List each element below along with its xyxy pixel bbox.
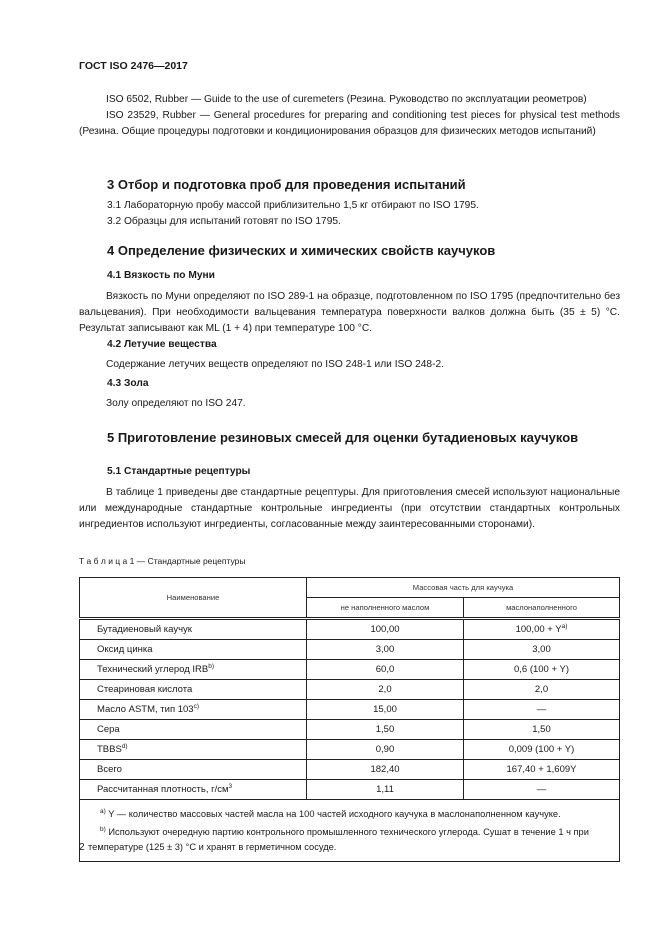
- cell-unfilled: 182,40: [307, 760, 464, 780]
- cell-oil-extended: [464, 640, 620, 660]
- name-text: Всего: [97, 764, 122, 776]
- cell-name: [80, 740, 307, 760]
- cell-name: [80, 619, 307, 640]
- section-4-1-title: 4.1 Вязкость по Муни: [107, 270, 215, 281]
- paragraph: В таблице 1 приведены две стандартные рецептуры. Для приготовления смесей используют национальные или международные стандартные контрольные ингредиенты (при отсутствии стандартных контрольных ингредиентов используют ингредиенты, согласованные между заинтересованными сторонами).: [79, 487, 620, 530]
- footnote-mark: b): [100, 826, 106, 834]
- cell-name: [80, 680, 307, 700]
- table-row: [80, 720, 620, 740]
- col-header-unfilled: не наполненного маслом: [307, 598, 464, 619]
- cell-oil-extended: [464, 720, 620, 740]
- value-text: —: [536, 784, 547, 796]
- footnote-ref: a): [561, 623, 568, 631]
- cell-unfilled: 100,00: [307, 619, 464, 640]
- paragraph: Золу определяют по ISO 247.: [106, 398, 246, 409]
- cell-unfilled: 1,50: [307, 720, 464, 740]
- cell-unfilled: 60,0: [307, 660, 464, 680]
- cell-unfilled: 2,0: [307, 680, 464, 700]
- paragraph: 3.1 Лабораторную пробу массой приблизительно 1,5 кг отбирают по ISO 1795.: [107, 200, 479, 211]
- cell-unfilled: 1,11: [307, 780, 464, 800]
- section-3-body: [107, 198, 620, 230]
- table-row: [80, 640, 620, 660]
- table-row: [80, 660, 620, 680]
- paragraph: 3.2 Образцы для испытаний готовят по ISO 1795.: [107, 216, 341, 227]
- section-4-title: 4 Определение физических и химических свойств каучуков: [107, 243, 496, 258]
- normative-references: [79, 92, 620, 140]
- cell-oil-extended: [464, 780, 620, 800]
- table-caption: [79, 556, 620, 566]
- value-text: 3,00: [532, 644, 551, 656]
- name-text: TBBS: [97, 744, 122, 756]
- value-text: 0,6 (100 + Y): [513, 664, 569, 676]
- cell-oil-extended: [464, 619, 620, 640]
- cell-name: [80, 700, 307, 720]
- section-4-3-title: 4.3 Зола: [107, 378, 149, 389]
- name-text: Сера: [97, 724, 120, 736]
- value-text: 2,0: [534, 684, 549, 696]
- col-header-oil-extended: маслонаполненного: [464, 598, 620, 619]
- recipes-table: [79, 577, 620, 862]
- reference-item: ISO 23529, Rubber — General procedures for preparing and conditioning test pieces for physical test methods (Резина. Общие процедуры подготовки и кондиционирования образцов для физических методов испытаний): [79, 110, 620, 137]
- cell-oil-extended: [464, 740, 620, 760]
- footnote-text: Y — количество массовых частей масла на 100 частей исходного каучука в маслонаполненном каучуке.: [105, 809, 561, 820]
- table-row: [80, 760, 620, 780]
- table-row: [80, 680, 620, 700]
- paragraph: Содержание летучих веществ определяют по ISO 248-1 или ISO 248-2.: [106, 359, 444, 370]
- cell-name: [80, 640, 307, 660]
- table-row: [80, 740, 620, 760]
- footnote-ref: b): [208, 663, 215, 671]
- name-text: Технический углерод IRB: [97, 664, 209, 676]
- name-text: Рассчитанная плотность, г/см: [97, 784, 229, 796]
- name-text: Масло ASTM, тип 103: [97, 704, 194, 716]
- page-number: 2: [79, 842, 85, 853]
- col-header-group: Массовая часть для каучука: [307, 578, 620, 598]
- footnote-ref: 3: [228, 783, 233, 791]
- name-text: Стеариновая кислота: [97, 684, 193, 696]
- footnote-ref: d): [121, 743, 128, 751]
- cell-name: [80, 660, 307, 680]
- caption-text: 1 — Стандартные рецептуры: [127, 556, 246, 566]
- footnote: [88, 822, 611, 855]
- col-header-name: Наименование: [80, 578, 307, 619]
- value-text: 167,40 + 1,609Y: [506, 764, 577, 776]
- name-text: Бутадиеновый каучук: [97, 624, 192, 636]
- paragraph: Вязкость по Муни определяют по ISO 289-1 на образце, подготовленном по ISO 1795 (предпочтительно без вальцевания). При необходимости вальцевания температура поверхности валков должна быть (35 ± 5) °С. Результат записывают как ML (1 + 4) при температуре 100 °С.: [79, 291, 620, 334]
- value-text: 100,00 + Y: [515, 624, 562, 636]
- cell-oil-extended: [464, 680, 620, 700]
- cell-name: [80, 760, 307, 780]
- table-row: [80, 619, 620, 640]
- name-text: Оксид цинка: [97, 644, 153, 656]
- section-4-2-title: 4.2 Летучие вещества: [107, 339, 217, 350]
- value-text: —: [536, 704, 547, 716]
- table-row: [80, 700, 620, 720]
- value-text: 1,50: [532, 724, 551, 736]
- reference-item: ISO 6502, Rubber — Guide to the use of curemeters (Резина. Руководство по эксплуатации реометров): [106, 94, 587, 105]
- footnote-mark: a): [100, 808, 106, 815]
- table-footnotes: [80, 800, 620, 862]
- footnote-text: Используют очередную партию контрольного промышленного технического углерода. Сушат в течение 1 ч при температуре (125 ± 3) °С и хранят в герметичном сосуде.: [88, 827, 589, 853]
- document-header: ГОСТ ISO 2476—2017: [79, 60, 188, 72]
- cell-unfilled: 3,00: [307, 640, 464, 660]
- section-5-title: 5 Приготовление резиновых смесей для оценки бутадиеновых каучуков: [107, 430, 579, 445]
- section-5-1-title: 5.1 Стандартные рецептуры: [107, 466, 251, 477]
- footnote: [88, 804, 611, 822]
- table-row: [80, 780, 620, 800]
- cell-oil-extended: [464, 760, 620, 780]
- cell-oil-extended: [464, 660, 620, 680]
- cell-unfilled: 0,90: [307, 740, 464, 760]
- cell-name: [80, 720, 307, 740]
- section-3-title: 3 Отбор и подготовка проб для проведения испытаний: [107, 177, 466, 192]
- cell-unfilled: 15,00: [307, 700, 464, 720]
- cell-name: [80, 780, 307, 800]
- value-text: 0,009 (100 + Y): [508, 744, 575, 756]
- caption-label: Т а б л и ц а: [79, 556, 128, 566]
- footnote-ref: c): [193, 703, 200, 711]
- cell-oil-extended: [464, 700, 620, 720]
